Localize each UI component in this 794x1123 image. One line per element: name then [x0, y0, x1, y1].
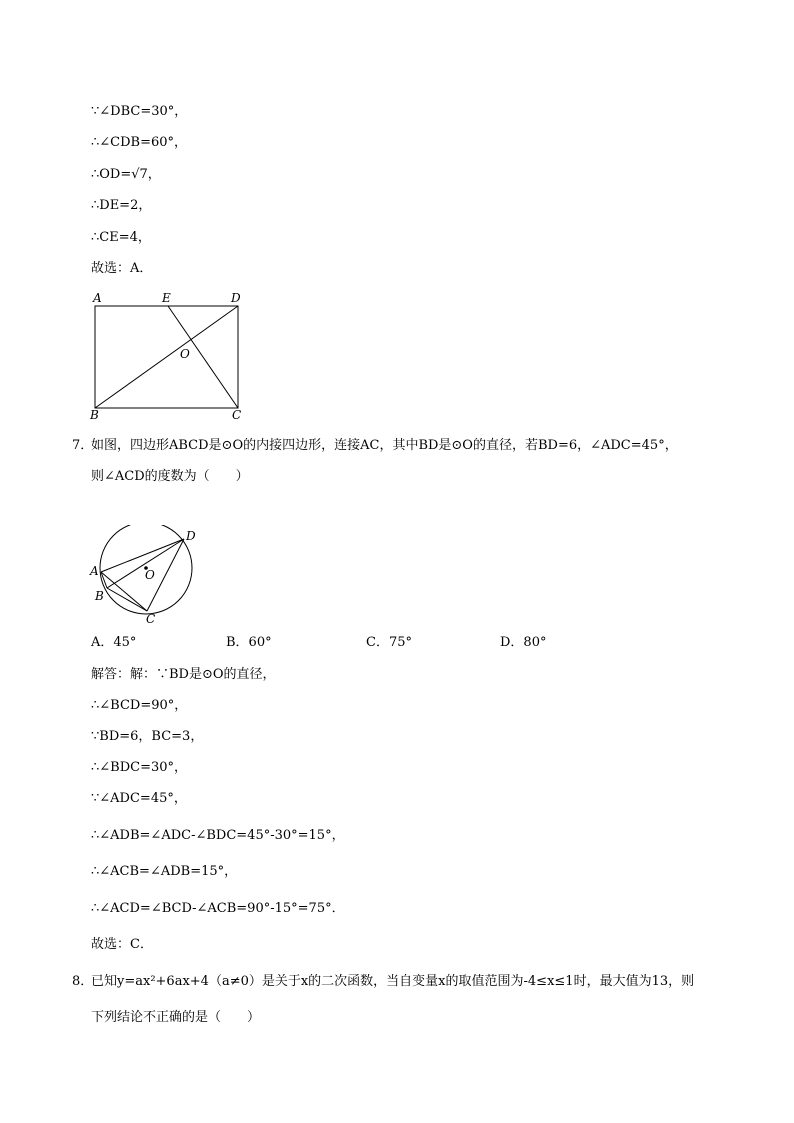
- solution-line: ∴∠BCD=90°，: [91, 698, 188, 713]
- solution-line: ∴OD=√7，: [91, 167, 161, 182]
- solution-line: ∵∠ADC=45°，: [91, 791, 187, 806]
- question-7-stem-cont: 则∠ACD的度数为（ ）: [91, 469, 249, 484]
- label-B: B: [95, 589, 104, 603]
- label-O: O: [145, 568, 155, 582]
- label-D: D: [186, 529, 196, 543]
- question-7-stem: 如图，四边形ABCD是⊙O的内接四边形，连接AC，其中BD是⊙O的直径，若BD=6，∠ADC=45°，: [91, 438, 678, 453]
- question-8-stem-cont: 下列结论不正确的是（ ）: [91, 1010, 261, 1025]
- solution-line: ∵∠DBC=30°，: [91, 104, 188, 119]
- label-D: D: [231, 291, 241, 305]
- solution-line: ∴∠BDC=30°，: [91, 760, 188, 775]
- solution-line: ∴∠ADB=∠ADC-∠BDC=45°-30°=15°，: [91, 828, 345, 843]
- solution-line: 解答：解：∵BD是⊙O的直径，: [91, 667, 276, 682]
- label-B: B: [90, 408, 99, 422]
- solution-line: 故选：A．: [91, 261, 153, 276]
- label-C: C: [146, 612, 156, 626]
- solution-line: ∴∠CDB=60°，: [91, 135, 188, 150]
- solution-line: ∴∠ACB=∠ADB=15°，: [91, 864, 238, 879]
- label-C: C: [232, 408, 242, 422]
- solution-line: ∵BD=6，BC=3，: [91, 729, 204, 744]
- label-E: E: [162, 291, 171, 305]
- question-7-number: 7．: [72, 438, 94, 453]
- question-8-number: 8．: [72, 974, 94, 989]
- label-A: A: [90, 564, 99, 578]
- rectangle-figure: [85, 288, 255, 423]
- solution-line: 故选：C．: [91, 937, 153, 952]
- label-O: O: [180, 347, 190, 361]
- option-b: B．60°: [226, 635, 272, 650]
- label-A: A: [93, 291, 102, 305]
- solution-line: ∴∠ACD=∠BCD-∠ACB=90°-15°=75°．: [91, 901, 345, 916]
- option-c: C．75°: [366, 635, 412, 650]
- solution-line: ∴DE=2，: [91, 198, 152, 213]
- circle-figure: [85, 525, 220, 630]
- solution-line: ∴CE=4，: [91, 230, 151, 245]
- option-a: A．45°: [91, 635, 137, 650]
- question-8-stem: 已知y=ax²+6ax+4（a≠0）是关于x的二次函数，当自变量x的取值范围为-4≤x≤1时，最大值为13，则: [91, 974, 695, 989]
- option-d: D．80°: [500, 635, 547, 650]
